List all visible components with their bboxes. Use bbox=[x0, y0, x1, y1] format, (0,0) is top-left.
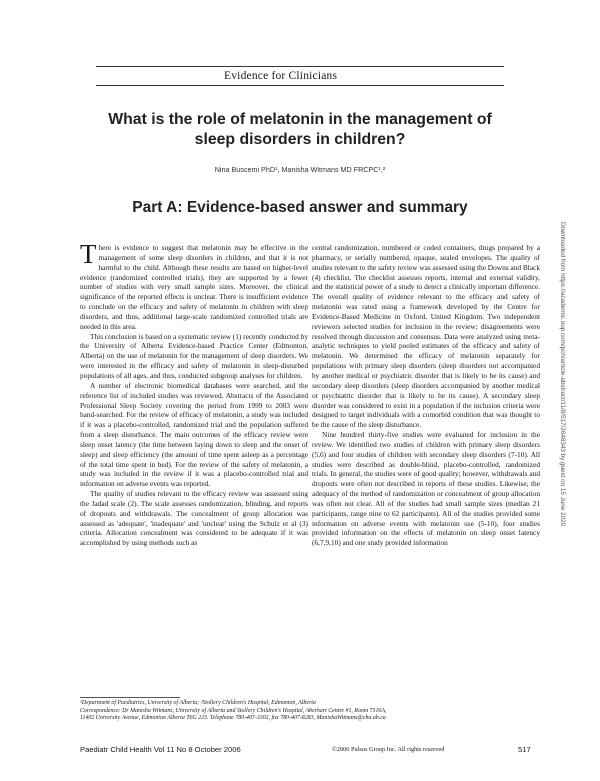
dropcap: T bbox=[80, 239, 97, 269]
paragraph: A number of electronic biomedical databases were searched, and the reference list of included studies was reviewed. Abstracts of the Associated Professional Sleep Society covering the period from 1999 to 2003 were hand-searched. For the review of efficacy of melatonin, a study was included if it was a placebo-controlled, randomized trial and the population suffered from a sleep disturbance. The main outcomes of the efficacy review were sleep onset latency (the time between laying down to sleep and the onset of sleep) and sleep efficiency (the amount of time spent asleep as a percentage of the total time spent in bed). For the review of the safety of melatonin, a study was included in the review if it was a placebo-controlled trial and information on adverse events was reported. bbox=[80, 380, 308, 489]
header-rule-bottom bbox=[96, 85, 504, 86]
journal-citation: Paediatr Child Health Vol 11 No 8 October 2006 bbox=[80, 745, 241, 754]
footnote-affiliation: ¹Department of Paediatrics, University of Alberta; ²Stollery Children's Hospital, Edmonton, Alberta bbox=[80, 700, 316, 706]
paragraph: The quality of studies relevant to the efficacy review was assessed using the Jadad scale (2). The scale assesses randomization, blinding, and reports of dropouts and withdrawals. The concealment of group allocation was assessed as 'adequate', 'inadequate' and 'unclear' using the Schulz et al (3) criteria. Allocation concealment was considered to be adequate if it was accomplished by using methods such as bbox=[80, 489, 308, 548]
paragraph: This conclusion is based on a systematic review (1) recently conducted by the University of Alberta Evidence-based Practice Center (Edmonton, Alberta) on the use of melatonin for the management of sleep disorders. We were interested in the efficacy and safety of melatonin in sleep-disturbed populations of all ages, and thus, conducted subgroup analyses for children. bbox=[80, 331, 309, 380]
authors: Nina Buscemi PhD¹, Manisha Witmans MD FRCPC¹,² bbox=[214, 165, 386, 174]
download-watermark: Downloaded from https://academic.oup.com/pch/article-abstract/11/8/517/2648343 by guest on 15 June 2020 bbox=[559, 222, 566, 527]
article-title: What is the role of melatonin in the management of sleep disorders in children? bbox=[108, 111, 492, 148]
left-column bbox=[80, 239, 309, 548]
right-column bbox=[312, 243, 540, 548]
page-number: 517 bbox=[518, 745, 531, 754]
footnote-rule bbox=[80, 697, 180, 698]
copyright: ©2006 Pulsus Group Inc. All rights reserved bbox=[332, 746, 445, 753]
section-tag: Evidence for Clinicians bbox=[224, 70, 338, 82]
header-rule-top bbox=[96, 66, 504, 67]
footnotes bbox=[80, 700, 540, 723]
part-heading: Part A: Evidence-based answer and summary bbox=[132, 199, 468, 216]
footnote-address: 11402 University Avenue, Edmonton Alberta T6G 2J3. Telephone 780-407-3302, fax 780-407-8283, ManishaWitmans@cha.ab.ca bbox=[80, 715, 386, 722]
paragraph: Nine hundred thirty-five studies were evaluated for inclusion in the review. We identified two studies of children with primary sleep disorders (5,6) and four studies of children with secondary sleep disorders (7-10). All studies were described as double-blind, placebo-controlled, randomized trials. In general, the studies were of good quality; however, withdrawals and dropouts were often not described in reports of these studies. Likewise, the adequacy of the method of randomization or concealment of group allocation was often not clear. All of the studies had small sample sizes (median 21 participants, range nine to 62 participants). All of the studies provided some information on adverse events with melatonin use (5-10), four studies provided information on the effects of melatonin on sleep onset latency (6,7,9,10) and one study provided information bbox=[312, 430, 540, 548]
footnote-correspondence: Correspondence: Dr Manisha Witmans, University of Alberta and Stollery Children's Hospital, Aberhart Centre #1, Room 7316A, bbox=[80, 707, 387, 714]
paragraph: There is evidence to suggest that melatonin may be effective in the management of some sleep disorders in children, and that it is not harmful to the child. Although these results are based on higher-level evidence (randomized controlled trials), they are supported by a fewer number of studies with very small sample sizes. Moreover, the clinical significance of the reported effects is unclear. There is insufficient evidence to conclude on the efficacy and safety of melatonin in children with sleep disorders, and thus, additional large-scale randomized controlled trials are needed in this area. bbox=[80, 239, 308, 331]
paragraph: central randomization, numbered or coded containers, drugs prepared by a pharmacy, or serially numbered, opaque, sealed envelopes. The quality of studies relevant to the safety review was assessed using the Downs and Black (4) checklist. The checklist assesses reports, internal and external validity, and the statistical power of a study to detect a clinically important difference. The overall quality of evidence relevant to the efficacy and safety of melatonin was rated using a framework developed by the Centre for Evidence-Based Medicine in Oxford, United Kingdom. Two independent reviewers selected studies for inclusion in the review; disagreements were resolved through discussion and consensus. Data were analyzed using meta-analytic techniques to yield pooled estimates of the efficacy and safety of melatonin. We determined the efficacy of melatonin separately for populations with primary sleep disorders (sleep disorders not accompanied by another medical or psychiatric disorder that is likely to be its cause) and secondary sleep disorders (sleep disorders accompanied by another medical or psychiatric disorder that is likely to be its cause). A secondary sleep disorder was considered to exist in a population if the inclusion criteria were designed to target individuals with a comorbid condition that was thought to be the cause of the sleep disturbance. bbox=[312, 243, 541, 430]
